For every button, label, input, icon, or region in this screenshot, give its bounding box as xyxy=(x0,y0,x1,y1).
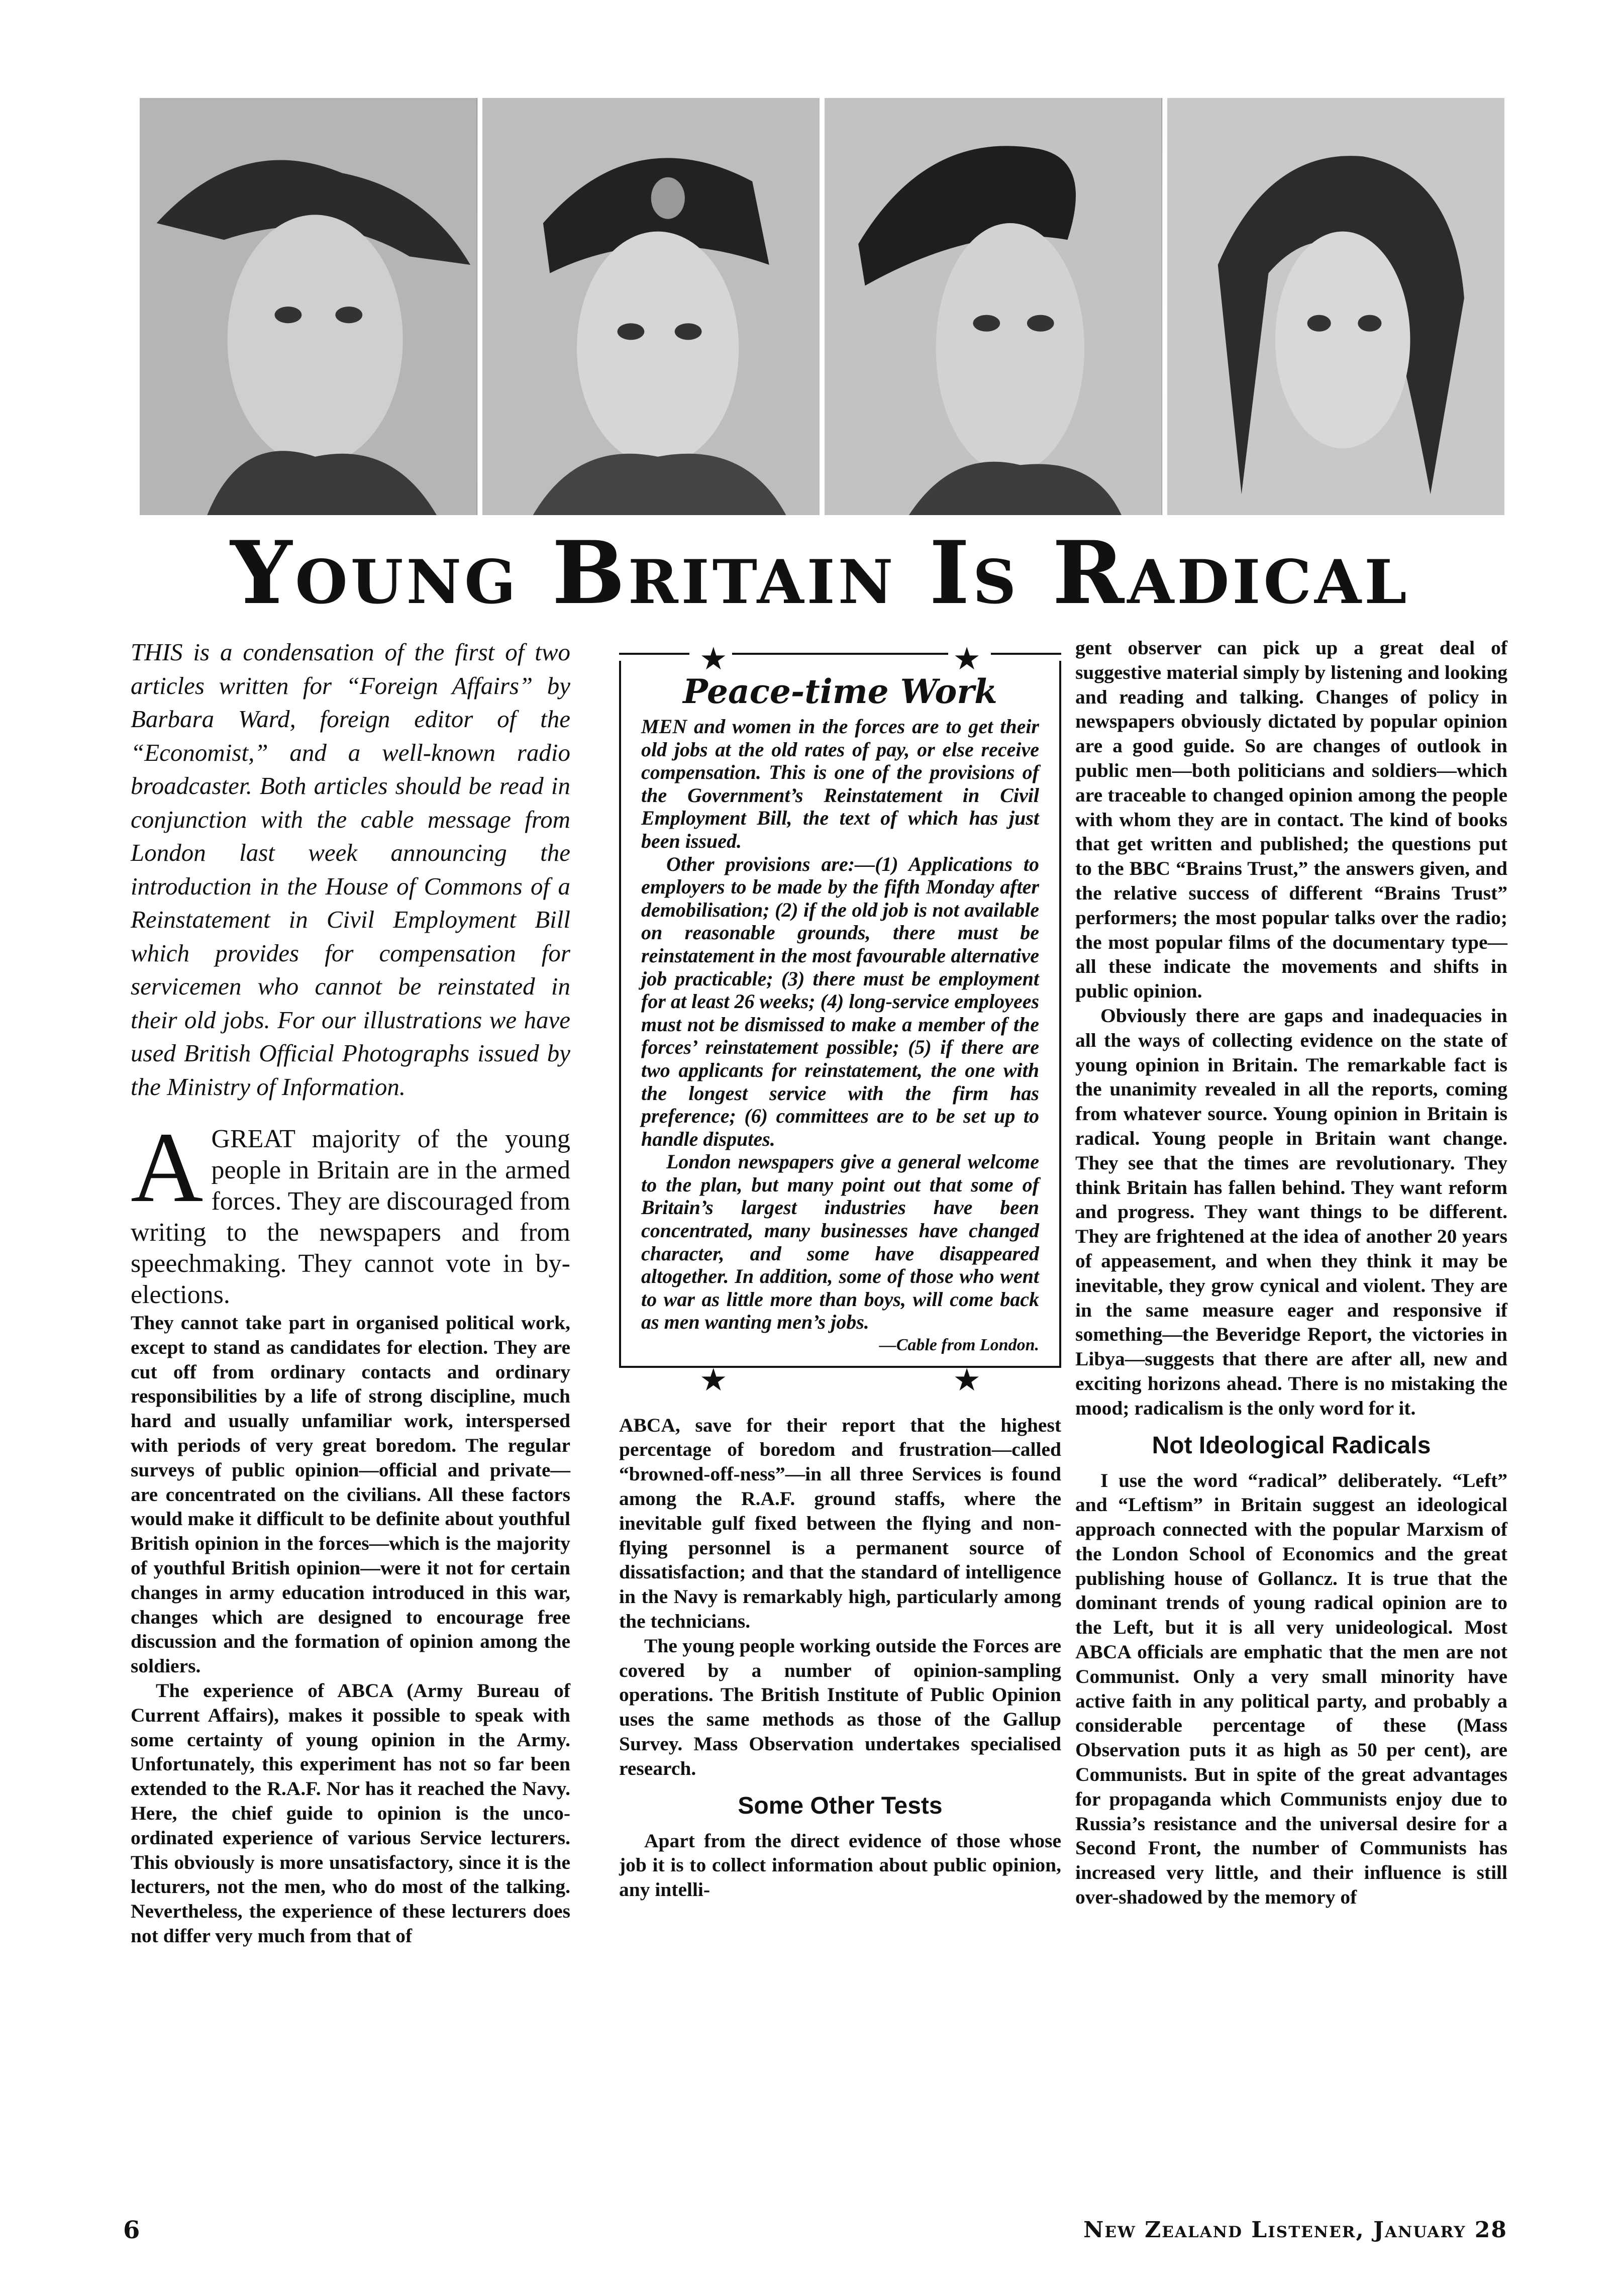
headline: Young Britain Is Radical xyxy=(230,522,1410,624)
box-bottom-rule xyxy=(619,1363,1061,1398)
col2-paragraph-3: Apart from the direct evidence of those whose job it is to collect information about public opinion, any intelli- xyxy=(619,1829,1061,1901)
column-2 xyxy=(619,636,1061,1902)
photo-strip xyxy=(140,98,1504,515)
col3-paragraph-1: gent observer can pick up a great deal of suggestive material simply by listening and looking and reading and talking. Changes of policy in newspapers obviously dictated by popular opinion are a good guide. So are changes of outlook in public men—both politicians and soldiers—which are traceable to changed opinion among the people with whom they are in contact. The kind of books that get written and published; the questions put to the BBC “Brains Trust,” the answers given, and the relative success of different “Brains Trust” performers; the most popular talks over the radio; the most popular films of the documentary type—all these indicate the movements and shifts in public opinion. xyxy=(1075,637,1507,1003)
box-top-rule xyxy=(619,642,1061,676)
intro-paragraph: THIS is a condensation of the first of two articles written for “Foreign Affairs” by Barbara Ward, foreign editor of the “Economist,” and a well-known radio broadcaster. Both articles should be read in conjunction with the cable message from London last week announcing the introduction in the House of Commons of a Reinstatement in Civil Employment Bill which provides for compensation for servicemen who cannot be reinstated in their old jobs. For our illustrations we have used British Official Photographs issued by the Ministry of Information. xyxy=(131,638,570,1101)
box-credit: —Cable from London. xyxy=(879,1336,1039,1355)
star-icon: ★ xyxy=(699,642,728,676)
box-paragraph-3: London newspapers give a general welcome to the plan, but many point out that some of Britain’s largest industries have been concentrated, many businesses have changed character, and some have disappeared altogether. In addition, some of those who went to war as little more than boys, will come back as men wanting men’s jobs. xyxy=(641,1150,1039,1334)
col3-paragraph-2: Obviously there are gaps and inadequacies in all the ways of collecting evidence on the state of young opinion in Britain. The remarkable fact is the unanimity revealed in all the reports, coming from whatever source. Young opinion in Britain is radical. Young people in Britain want change. They see that the times are revolutionary. They think Britain has fallen behind. They want reform and progress. They want things to be different. They are frightened at the idea of another 20 years of appeasement, and when they think it may be inevitable, they grow cynical and violent. They are in the same measure eager and responsive if something—the Beveridge Report, the victories in Libya—suggests that there are after all, new and exciting horizons ahead. There is no mistaking the mood; radicalism is the only word for it. xyxy=(1075,1004,1507,1419)
publication-footer: New Zealand Listener, January 28 xyxy=(1083,2217,1507,2243)
col2-paragraph-1: ABCA, save for their report that the highest percentage of boredom and frustration—called “browned-off-ness”—in all three Services is found among the R.A.F. ground staffs, where the inevitable gulf fixed between the flying and non-flying personnel is a permanent source of dissatisfaction; and that the standard of intelligence in the Navy is remarkably high, particularly among the technicians. xyxy=(619,1414,1061,1632)
col1-paragraph-1: They cannot take part in organised political work, except to stand as candidates for election. They are cut off from ordinary contacts and ordinary responsibilities by a life of strong discipline, much hard and usually unfamiliar work, interspersed with periods of very great boredom. The regular surveys of public opinion—official and private—are concentrated on the civilians. All these factors would make it difficult to be definite about youthful British opinion in the forces—which is the majority of youthful British opinion—were it not for certain changes in army education introduced in this war, changes which are designed to encourage free discussion and the formation of opinion among the soldiers. xyxy=(131,1312,570,1677)
col1-paragraph-2: The experience of ABCA (Army Bureau of Current Affairs), makes it possible to speak with some certainty of young opinion in the Army. Unfortunately, this experiment has not so far been extended to the R.A.F. Nor has it reached the Navy. Here, the chief guide to opinion is the unco-ordinated experience of various Service lecturers. This obviously is more unsatisfactory, since it is the lecturers, not the men, who do most of the talking. Nevertheless, the experience of these lecturers does not differ very much from that of xyxy=(131,1679,570,1947)
portrait-man-felt-hat-icon xyxy=(140,98,477,515)
portrait-woman-headscarf-icon xyxy=(1167,98,1505,515)
subheading-some-other-tests: Some Other Tests xyxy=(738,1792,943,1819)
portrait-young-man-forage-cap-icon xyxy=(825,98,1162,515)
photo-1 xyxy=(140,98,477,515)
sidebar-box xyxy=(619,642,1061,1368)
photo-4 xyxy=(1167,98,1505,515)
column-3 xyxy=(1075,636,1507,1910)
box-paragraph-2: Other provisions are:—(1) Applications to employers to be made by the fifth Monday after demobilisation; (2) if the old job is not available on reasonable grounds, there must be reinstatement in the most favourable alternative job practicable; (3) there must be employment for at least 26 weeks; (4) long-service employees must not be dismissed to make a member of the forces’ reinstatement possible; (5) if there are two applicants for reinstatement, the one with the longest service with the firm has preference; (6) committees are to be set up to handle disputes. xyxy=(641,852,1040,1150)
star-icon: ★ xyxy=(699,1363,728,1398)
box-paragraph-1: MEN and women in the forces are to get their old jobs at the old rates of pay, or else receive compensation. This is one of the provisions of the Government’s Reinstatement in Civil Employment Bill, the text of which has just been issued. xyxy=(641,715,1039,852)
subheading-not-ideological-radicals: Not Ideological Radicals xyxy=(1152,1432,1431,1459)
box-title: Peace-time Work xyxy=(683,672,997,711)
lead-paragraph xyxy=(131,1112,570,1311)
col2-paragraph-2: The young people working outside the Forces are covered by a number of opinion-sampling operations. The British Institute of Public Opinion uses the same methods as those of the Gallup Survey. Mass Observation undertakes specialised research. xyxy=(619,1634,1061,1779)
photo-2 xyxy=(482,98,820,515)
drop-cap: A xyxy=(131,1112,204,1223)
star-icon: ★ xyxy=(953,1363,981,1398)
star-icon: ★ xyxy=(953,642,981,676)
column-1 xyxy=(131,636,570,1948)
col3-paragraph-3: I use the word “radical” deliberately. “Left” and “Leftism” in Britain suggest an ideological approach connected with the popular Marxism of the London School of Economics and the great publishing house of Gollancz. It is true that the dominant trends of young radical opinion are to the Left, but it is all very unideological. Most ABCA officials are emphatic that the men are not Communist. Only a very small minority have active faith in any political party, and probably a considerable percentage of these (Mass Observation puts it as high as 50 per cent), are Communists. But in spite of the great advantages for propaganda which Communists enjoy due to Russia’s resistance and the universal desire for a Second Front, the number of Communists has increased very little, and their influence is still over-shadowed by the memory of xyxy=(1075,1469,1507,1909)
photo-3 xyxy=(825,98,1162,515)
portrait-woman-service-cap-icon xyxy=(482,98,820,515)
page-number: 6 xyxy=(123,2216,140,2244)
lead-text: GREAT majority of the young people in Britain are in the armed forces. They are discouraged from writing to the newspapers and from speechmaking. They cannot vote in by-elections. xyxy=(131,1125,570,1309)
